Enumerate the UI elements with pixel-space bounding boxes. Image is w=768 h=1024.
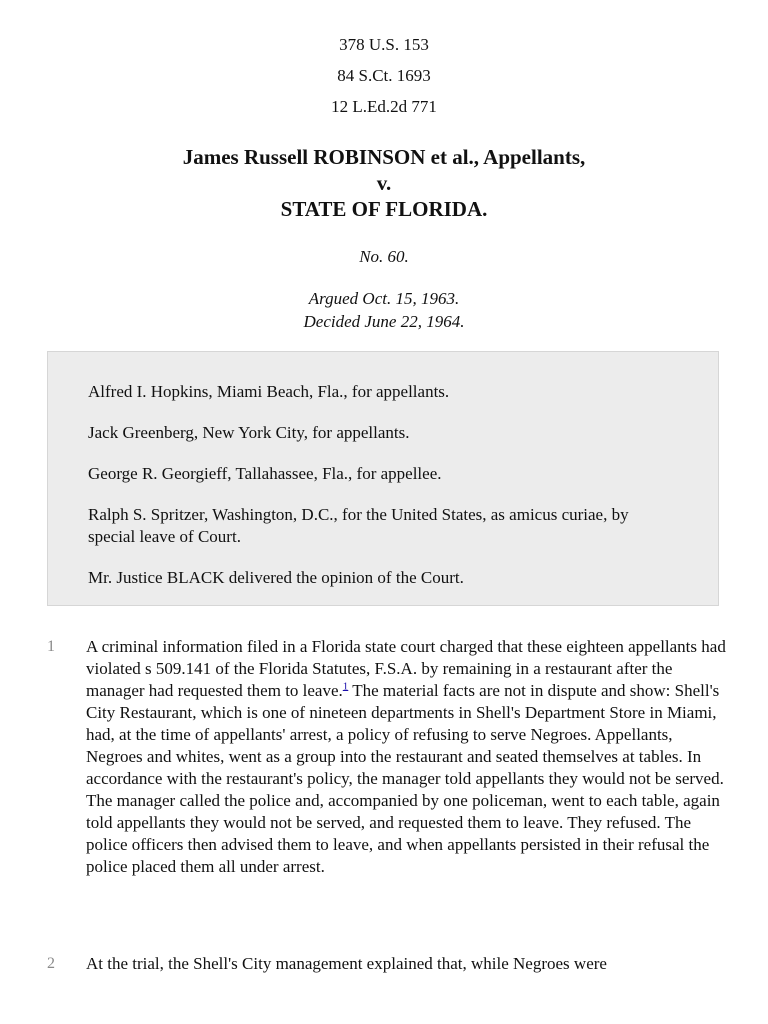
paragraph-text-rest: The material facts are not in dispute and show: Shell's City Restaurant, which is one of nineteen departments in Shell's Department Store in Miami, had, at the time of appellants' arrest, a policy of refusing to serve Negroes. Appellants, Negroes and whites, went as a group into the restaurant and seated themselves at tables. In accordance with the restaurant's policy, the manager told appellants they would not be served. The manager called the police and, accompanied by one policeman, went to each table, again told appellants they would not be served, and requested them to leave. They refused. The police officers then advised them to leave, and when appellants persisted in their refusal the police placed them all under arrest. (86, 681, 724, 876)
citations (0, 34, 768, 127)
paragraph-number: 2 (47, 955, 55, 972)
case-title (0, 144, 768, 222)
counsel-line: Alfred I. Hopkins, Miami Beach, Fla., for appellants. (88, 382, 450, 401)
argued-date: Argued Oct. 15, 1963. (308, 289, 460, 308)
paragraph-number: 1 (47, 638, 55, 655)
opinion-paragraph (47, 636, 727, 926)
paragraph-text (86, 636, 726, 878)
counsel-line: Ralph S. Spritzer, Washington, D.C., for the United States, as amicus curiae, by special leave of Court. (88, 505, 629, 546)
counsel-line: Jack Greenberg, New York City, for appellants. (88, 423, 410, 442)
paragraph-text-start: A criminal information filed in a Florida state court charged that these eighteen appellants had violated s 509.141 of the Florida Statutes, F.S.A. by remaining in a restaurant after the manager had requested them to leave. (86, 637, 726, 700)
case-title-appellee: STATE OF FLORIDA. (280, 197, 488, 221)
counsel-line: George R. Georgieff, Tallahassee, Fla., for appellee. (88, 464, 442, 483)
decided-date: Decided June 22, 1964. (303, 312, 465, 331)
paragraph-text: At the trial, the Shell's City management explained that, while Negroes were (86, 954, 607, 973)
footnote-link[interactable]: 1 (342, 680, 349, 693)
case-title-versus: v. (376, 171, 392, 195)
lawyers-edition-citation: 12 L.Ed.2d 771 (331, 97, 437, 116)
case-dates (0, 287, 768, 333)
case-title-appellants: James Russell ROBINSON et al., Appellants, (182, 145, 586, 169)
docket-number: No. 60. (359, 247, 409, 266)
us-reports-citation: 378 U.S. 153 (339, 35, 429, 54)
opinion-paragraph (47, 953, 727, 983)
counsel-box (47, 351, 719, 606)
supreme-court-reporter-citation: 84 S.Ct. 1693 (337, 66, 431, 85)
opinion-author-line: Mr. Justice BLACK delivered the opinion of the Court. (88, 568, 464, 587)
